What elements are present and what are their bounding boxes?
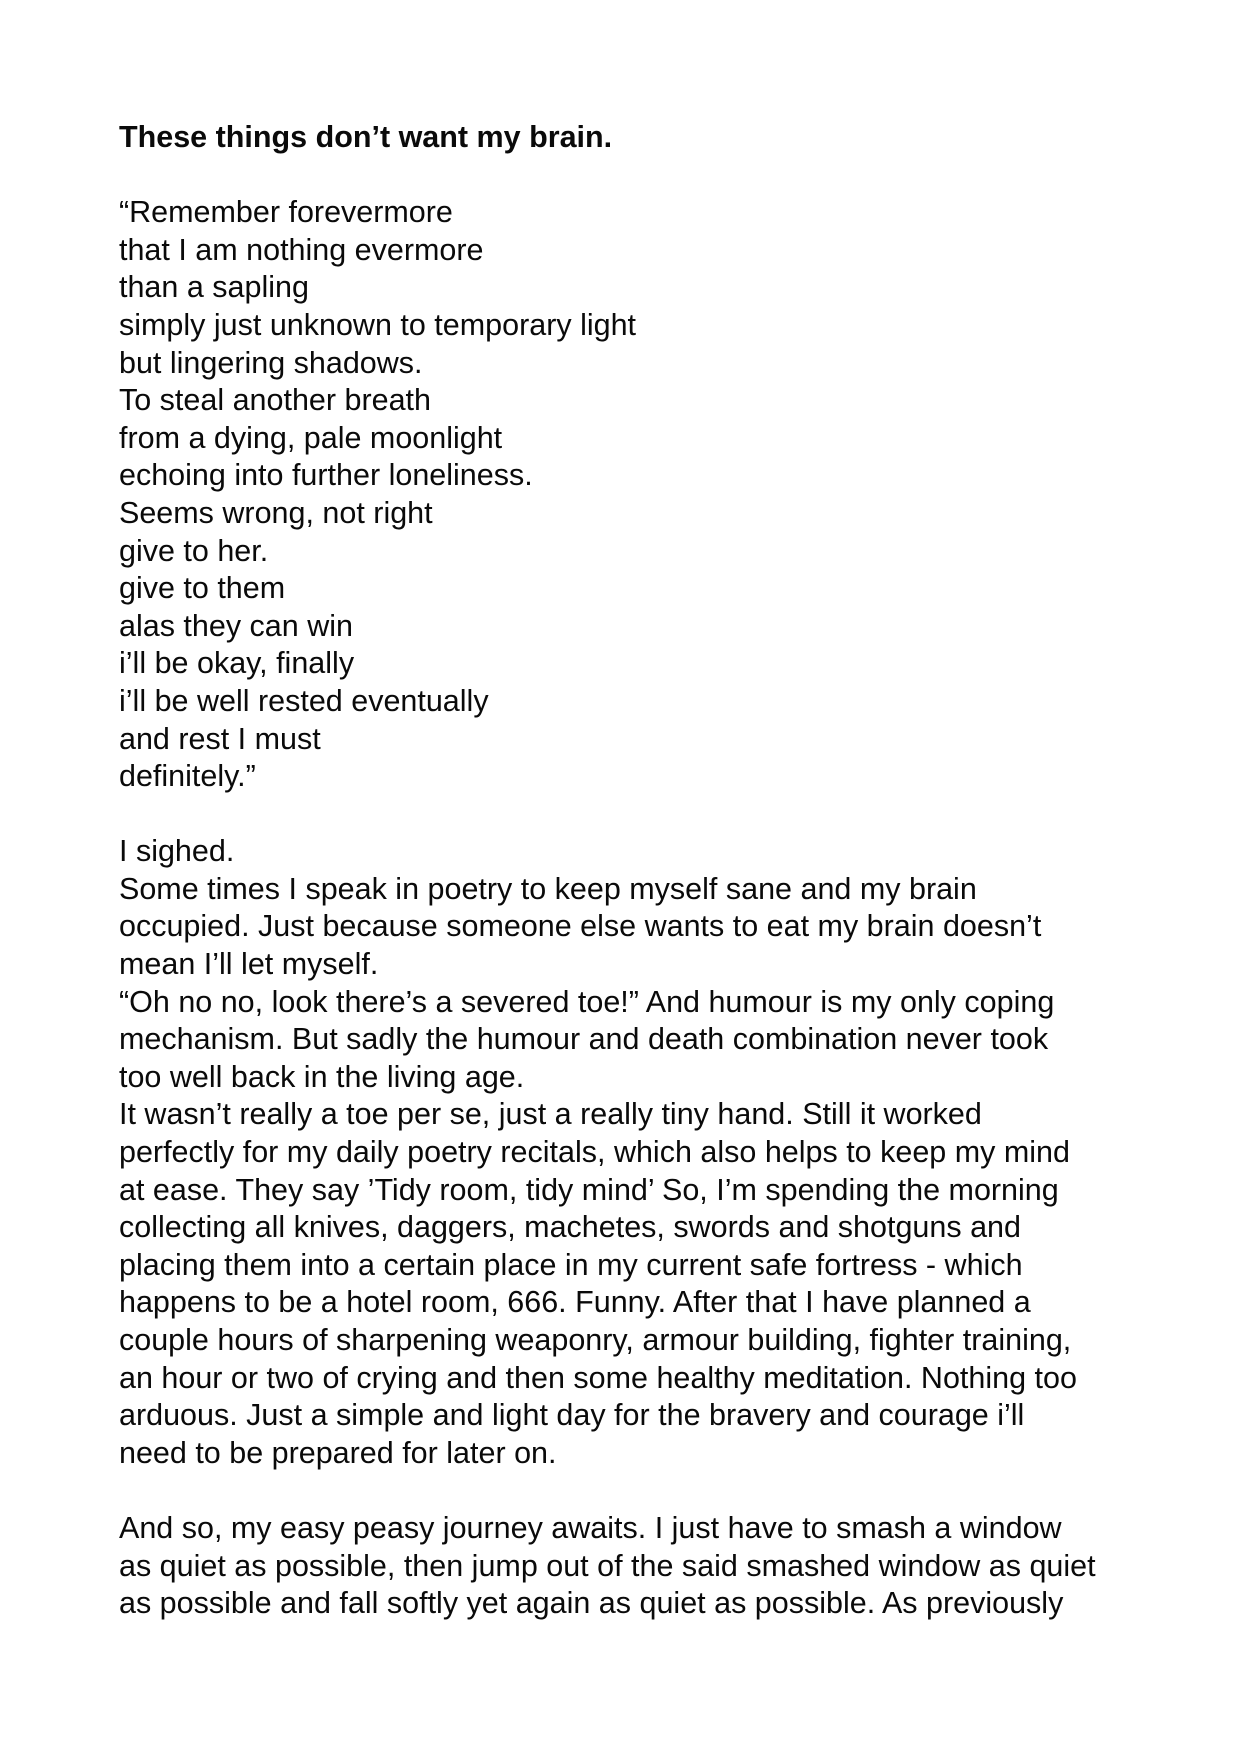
prose-line: need to be prepared for later on. bbox=[119, 1435, 557, 1470]
document-title: These things don’t want my brain. bbox=[119, 120, 613, 154]
poem-line: “Remember forevermore bbox=[119, 195, 453, 230]
prose-line: placing them into a certain place in my current safe fortress - which bbox=[119, 1247, 1023, 1282]
blank-line bbox=[119, 1472, 1129, 1510]
blank-line bbox=[119, 157, 1129, 195]
prose-line: mechanism. But sadly the humour and death combination never took bbox=[119, 1022, 1049, 1057]
prose-line: occupied. Just because someone else wants to eat my brain doesn’t bbox=[119, 909, 1042, 944]
poem-line: alas they can win bbox=[119, 608, 353, 643]
poem-line: give to her. bbox=[119, 533, 269, 568]
prose-line: happens to be a hotel room, 666. Funny. After that I have planned a bbox=[119, 1285, 1031, 1320]
prose-paragraph bbox=[119, 833, 1129, 1472]
prose-line: couple hours of sharpening weaponry, armour building, fighter training, bbox=[119, 1323, 1072, 1357]
poem-line: than a sapling bbox=[119, 270, 309, 305]
prose-line: collecting all knives, daggers, machetes, swords and shotguns and bbox=[119, 1210, 1021, 1245]
poem-line: from a dying, pale moonlight bbox=[119, 420, 503, 455]
prose-line: at ease. They say ’Tidy room, tidy mind’ So, I’m spending the morning bbox=[119, 1172, 1059, 1207]
prose-line: “Oh no no, look there’s a severed toe!” And humour is my only coping bbox=[119, 984, 1055, 1019]
poem-line: but lingering shadows. bbox=[119, 345, 423, 380]
poem-line: and rest I must bbox=[119, 721, 321, 756]
prose-line: perfectly for my daily poetry recitals, which also helps to keep my mind bbox=[119, 1135, 1070, 1170]
poem-stanza bbox=[119, 194, 1129, 796]
poem-line: definitely.” bbox=[119, 759, 256, 794]
poem-line: Seems wrong, not right bbox=[119, 495, 433, 530]
poem-line: that I am nothing evermore bbox=[119, 232, 484, 267]
prose-line: And so, my easy peasy journey awaits. I just have to smash a window bbox=[119, 1510, 1062, 1545]
prose-line: as quiet as possible, then jump out of the said smashed window as quiet bbox=[119, 1548, 1096, 1583]
prose-paragraph bbox=[119, 1510, 1129, 1623]
prose-line: It wasn’t really a toe per se, just a really tiny hand. Still it worked bbox=[119, 1097, 982, 1132]
prose-line: arduous. Just a simple and light day for the bravery and courage i’ll bbox=[119, 1398, 1025, 1433]
prose-line: I sighed. bbox=[119, 834, 235, 869]
prose-line: too well back in the living age. bbox=[119, 1059, 525, 1094]
prose-line: as possible and fall softly yet again as quiet as possible. As previously bbox=[119, 1586, 1064, 1621]
prose-line: mean I’ll let myself. bbox=[119, 947, 379, 982]
blank-line bbox=[119, 796, 1129, 834]
poem-line: i’ll be well rested eventually bbox=[119, 683, 489, 718]
poem-line: To steal another breath bbox=[119, 383, 431, 418]
prose-line: Some times I speak in poetry to keep myself sane and my brain bbox=[119, 871, 977, 906]
poem-line: simply just unknown to temporary light bbox=[119, 307, 637, 342]
poem-line: echoing into further loneliness. bbox=[119, 458, 533, 493]
prose-line: an hour or two of crying and then some healthy meditation. Nothing too bbox=[119, 1360, 1077, 1395]
document-body bbox=[119, 119, 1129, 1623]
poem-line: i’ll be okay, finally bbox=[119, 646, 355, 681]
poem-line: give to them bbox=[119, 571, 286, 606]
